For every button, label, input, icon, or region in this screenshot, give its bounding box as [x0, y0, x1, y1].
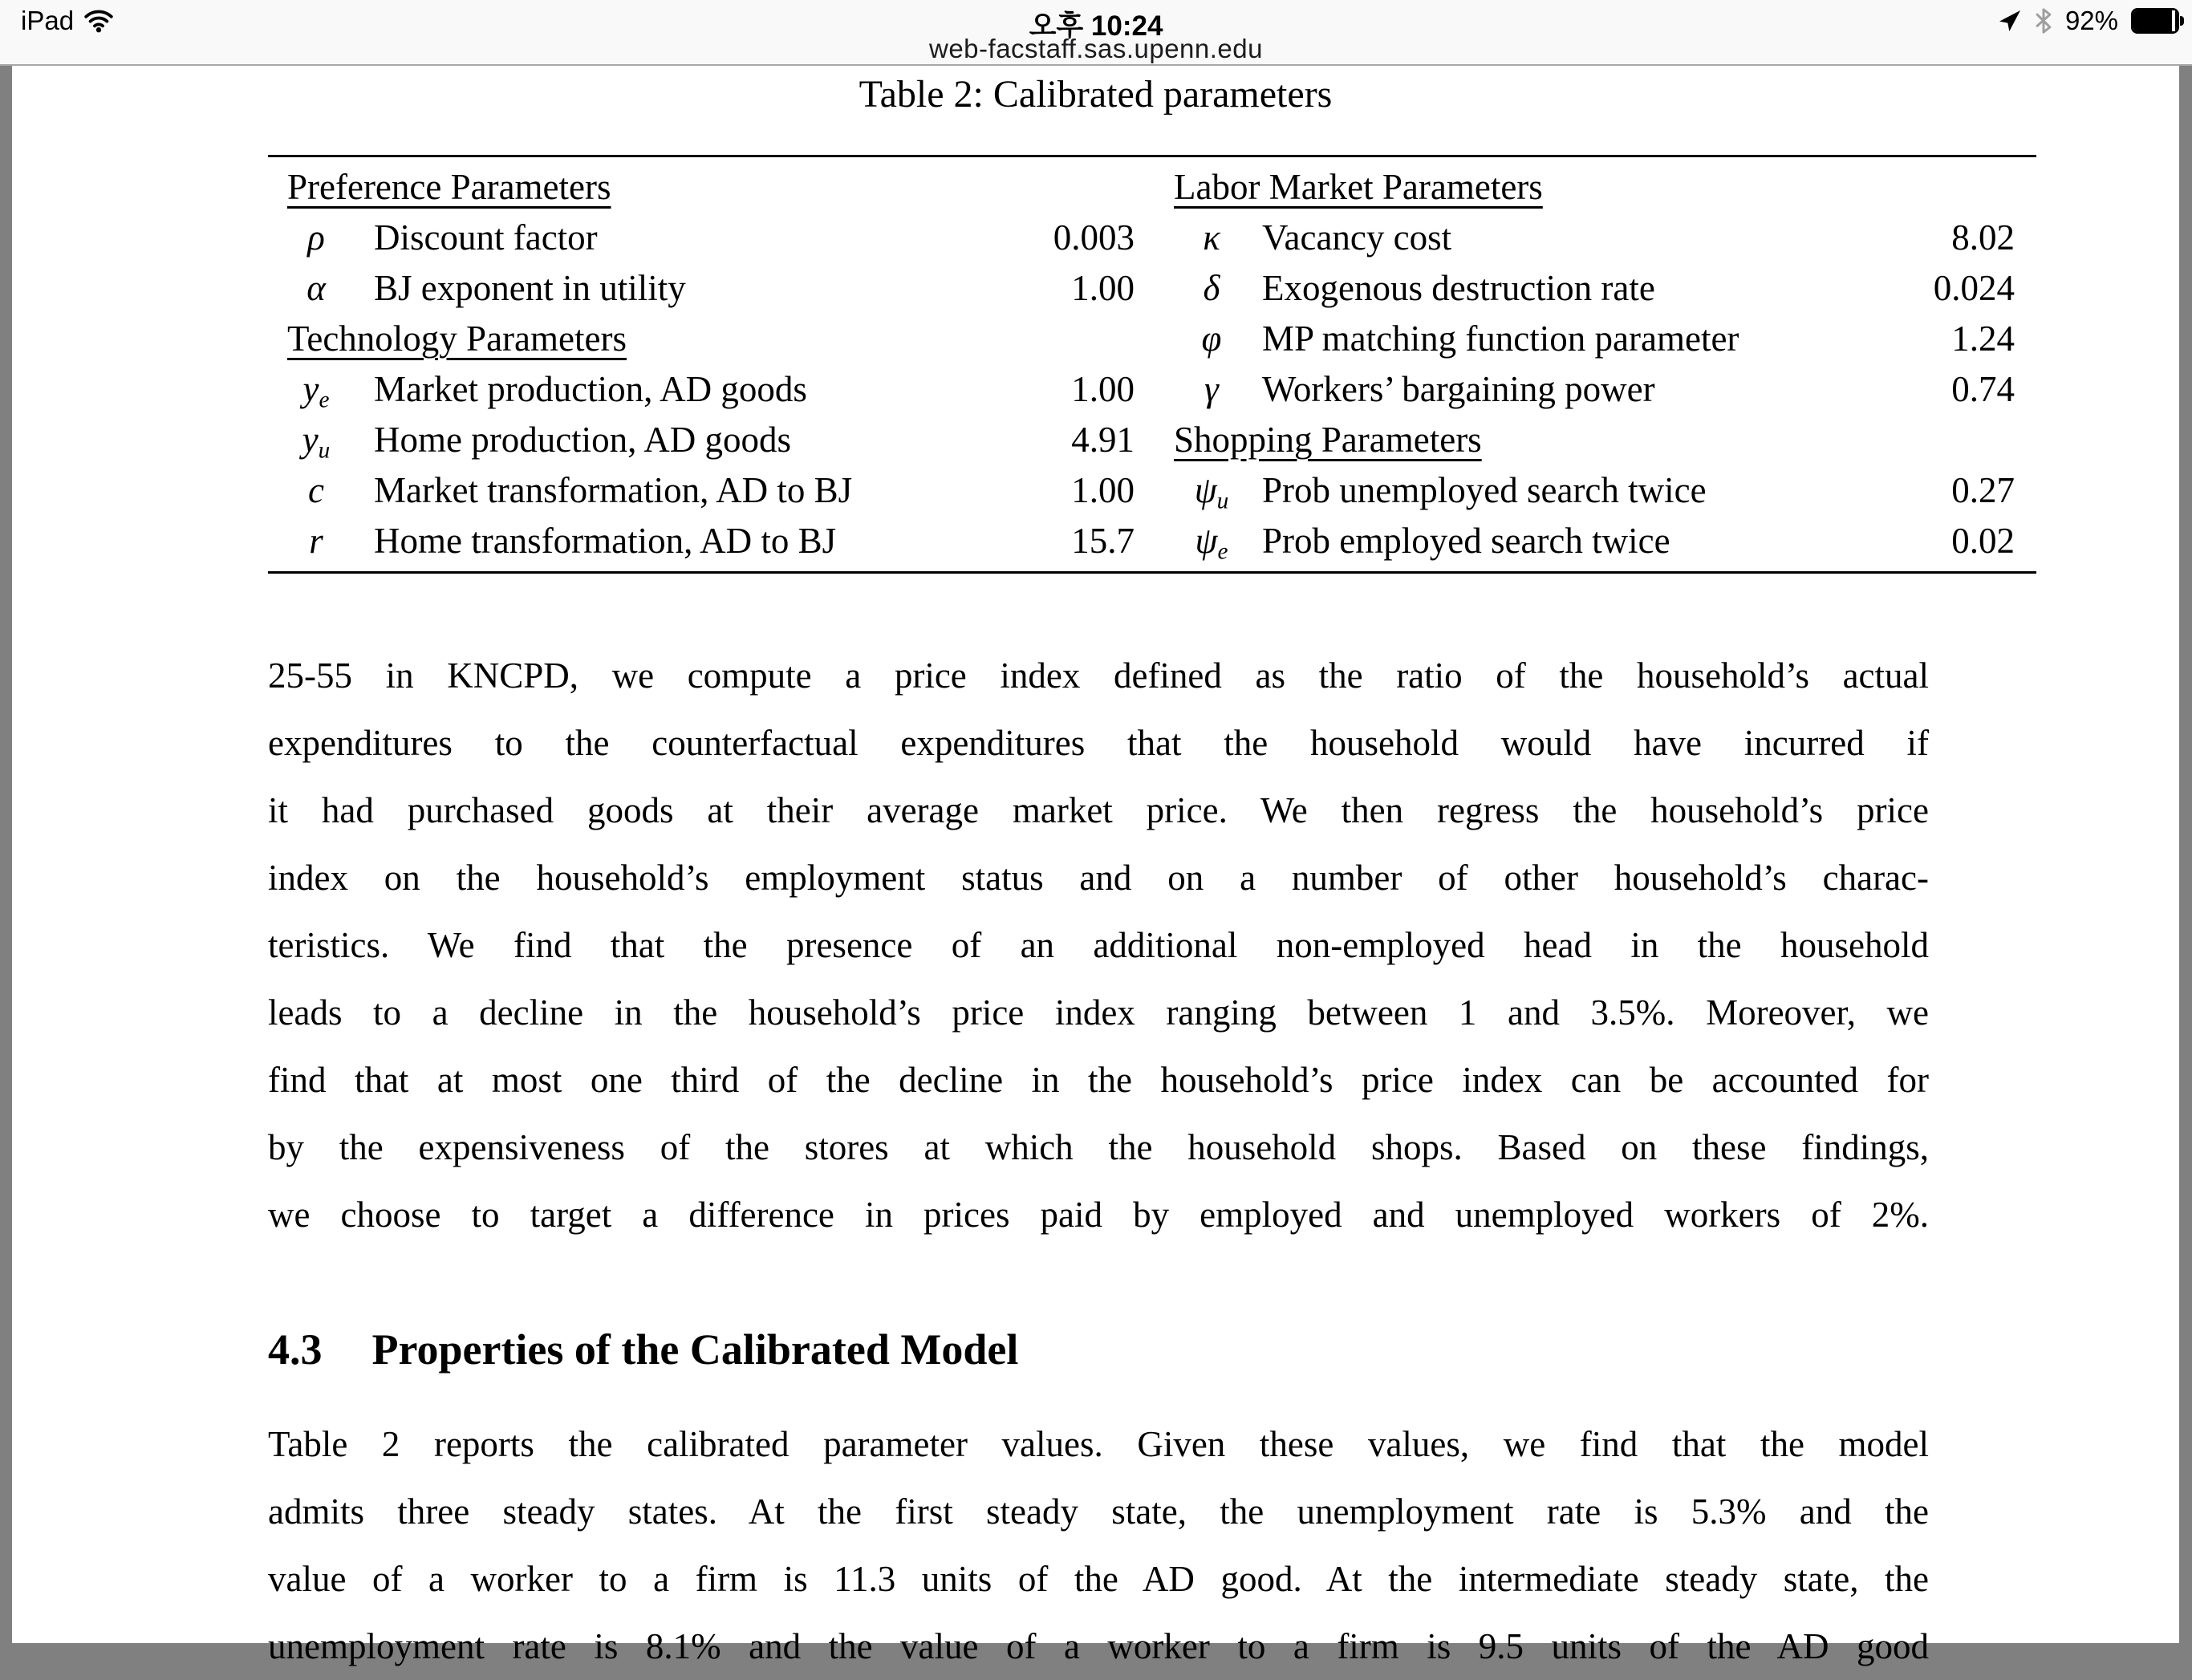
param-label: BJ exponent in utility: [374, 268, 686, 308]
text-line: expenditures to the counterfactual expenditures that the household would have incurred if: [268, 723, 1929, 763]
text-line: index on the household’s employment status and on a number of other household’s charac-: [268, 858, 1929, 898]
text-line: value of a worker to a firm is 11.3 units of the AD good. At the intermediate steady state, the: [268, 1559, 1929, 1599]
table-caption: Table 2: Calibrated parameters: [859, 73, 1333, 116]
group-header-label: Labor Market Parameters: [1174, 167, 1543, 207]
param-symbol: κ: [1203, 217, 1220, 258]
bluetooth-icon: [2035, 7, 2052, 34]
param-label: Vacancy cost: [1262, 217, 1452, 258]
param-symbol: ρ: [307, 217, 325, 258]
text-line: find that at most one third of the decline in the household’s price index can be accounted for: [268, 1060, 1929, 1100]
table-row: [1171, 263, 2036, 314]
carrier-label: iPad: [21, 6, 75, 35]
table-row: [268, 364, 1171, 415]
table-row: [1171, 364, 2036, 415]
param-value: 4.91: [1071, 420, 1135, 460]
status-bar: [0, 0, 2192, 66]
text-line: unemployment rate is 8.1% and the value of a worker to a firm is 9.5 units of the AD good: [268, 1626, 1929, 1666]
text-line: admits three steady states. At the first steady state, the unemployment rate is 5.3% and the: [268, 1491, 1929, 1532]
table-row: [1171, 465, 2036, 516]
param-value: 0.74: [1951, 369, 2015, 409]
status-right-cluster: [1998, 5, 2179, 37]
text-line: teristics. We find that the presence of an additional non-employed head in the household: [268, 925, 1929, 965]
param-symbol: $y_u$: [302, 420, 331, 464]
param-label: Market production, AD goods: [374, 369, 807, 409]
param-label: Prob employed search twice: [1262, 521, 1670, 561]
param-value: 1.00: [1071, 470, 1135, 510]
group-header-label: Preference Parameters: [287, 167, 611, 207]
param-value: 0.27: [1951, 470, 2015, 510]
param-label: MP matching function parameter: [1262, 319, 1739, 359]
param-symbol: α: [306, 268, 326, 308]
battery-percent-label: 92%: [2064, 6, 2118, 35]
table-row: [1171, 314, 2036, 364]
param-label: Exogenous destruction rate: [1262, 268, 1655, 308]
text-line: Table 2 reports the calibrated parameter values. Given these values, we find that the model: [268, 1424, 1929, 1464]
text-line: it had purchased goods at their average market price. We then regress the household’s price: [268, 790, 1929, 830]
param-label: Prob unemployed search twice: [1262, 470, 1707, 510]
table-row: [1171, 516, 2036, 566]
param-symbol: φ: [1201, 319, 1222, 359]
text-line: by the expensiveness of the stores at which the household shops. Based on these findings,: [268, 1127, 1929, 1167]
group-header-label: Shopping Parameters: [1174, 420, 1482, 460]
param-symbol: $\psi_e$: [1195, 521, 1228, 565]
section-heading: [268, 1325, 1018, 1374]
table-row: [268, 516, 1171, 566]
url-bar[interactable]: web-facstaff.sas.upenn.edu: [929, 34, 1263, 63]
pdf-page[interactable]: [12, 66, 2179, 1666]
param-label: Market transformation, AD to BJ: [374, 470, 853, 510]
param-label: Home transformation, AD to BJ: [374, 521, 837, 561]
group-header-label: Technology Parameters: [287, 319, 627, 359]
param-symbol: $y_e$: [302, 369, 330, 413]
table-group-header: [268, 314, 1171, 364]
param-label: Home production, AD goods: [374, 420, 791, 460]
battery-charge-gap: [2172, 10, 2175, 31]
table-group-header: [1171, 415, 2036, 465]
text-line: 25-55 in KNCPD, we compute a price index defined as the ratio of the household’s actual: [268, 655, 1929, 696]
clock-time: 오후 10:24: [1029, 10, 1163, 42]
section-title: Properties of the Calibrated Model: [371, 1325, 1019, 1374]
battery-cap: [2180, 16, 2184, 26]
param-value: 1.00: [1071, 369, 1135, 409]
param-value: 1.00: [1071, 268, 1135, 308]
param-label: Workers’ bargaining power: [1262, 369, 1655, 409]
table-row: [1171, 213, 2036, 263]
table-column-left: [268, 162, 1171, 566]
param-symbol: $\psi_u$: [1194, 470, 1229, 514]
location-arrow-icon: [1998, 9, 2022, 33]
param-value: 0.003: [1053, 217, 1135, 258]
text-line: we choose to target a difference in prices paid by employed and unemployed workers of 2%.: [268, 1195, 1929, 1235]
table-group-header: [268, 162, 1171, 213]
param-value: 0.02: [1951, 521, 2015, 561]
paragraph-price-index: [268, 642, 1929, 1248]
param-value: 0.024: [1933, 268, 2015, 308]
param-symbol: r: [309, 521, 323, 561]
text-line: leads to a decline in the household’s price index ranging between 1 and 3.5%. Moreover, we: [268, 992, 1929, 1033]
table-group-header: [1171, 162, 2036, 213]
battery-icon: [2131, 8, 2179, 34]
param-symbol: δ: [1203, 268, 1220, 308]
param-value: 15.7: [1071, 521, 1135, 561]
paragraph-calibrated-model: [268, 1410, 1929, 1680]
table-row: [268, 263, 1171, 314]
param-label: Discount factor: [374, 217, 598, 258]
section-number: 4.3: [268, 1325, 323, 1374]
table-row: [268, 213, 1171, 263]
table-row: [268, 465, 1171, 516]
param-value: 1.24: [1951, 319, 2015, 359]
table-row: [268, 415, 1171, 465]
param-value: 8.02: [1951, 217, 2015, 258]
calibrated-parameters-table: [268, 155, 2036, 574]
table-column-right: [1171, 162, 2036, 566]
param-symbol: c: [308, 470, 324, 510]
param-symbol: γ: [1204, 369, 1219, 409]
